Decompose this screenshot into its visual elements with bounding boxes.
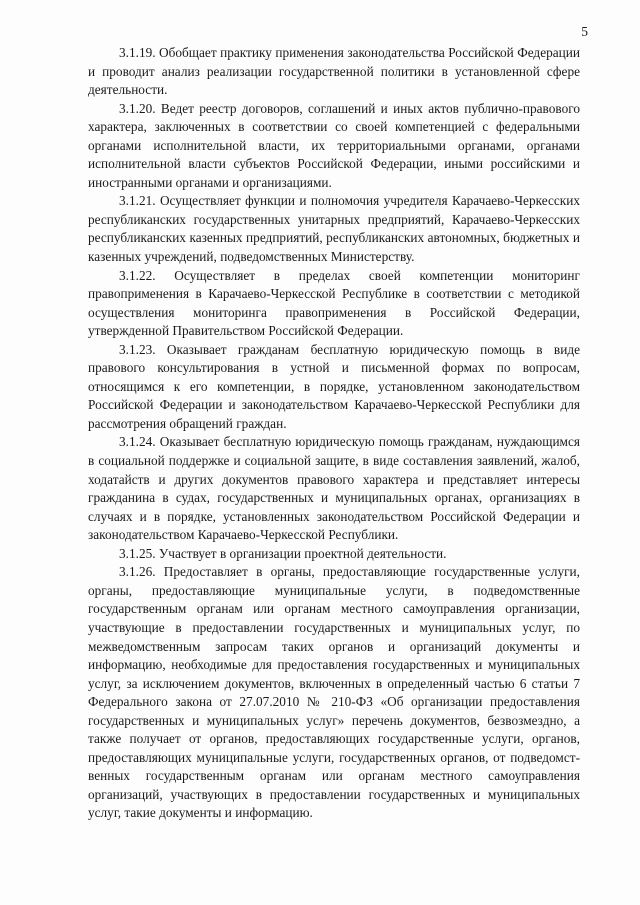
page-number: 5 <box>581 24 588 39</box>
document-body <box>88 44 580 823</box>
paragraph-3-1-23: 3.1.23. Оказывает гражданам бесплатную юридическую помощь в виде правового консультирования в устной и письменной формах по вопросам, относящимся к его компетенции, в порядке, установленном законодательством Российской Федерации и законодательством Карачаево-Черкесской Республики для рассмотрения обращений граждан. <box>88 341 580 431</box>
paragraph-3-1-24: 3.1.24. Оказывает бесплатную юридическую помощь гражданам, нуждающимся в социальной поддержке и социальной защите, в виде составления заявлений, жалоб, ходатайств и других документов правового характера и представляет интересы гражданина в судах, государственных и муниципальных органах, организациях в случаях и в порядке, установленных законодательством Российской Федерации и законодательством Карачаево-Черкесской Республики. <box>88 434 580 543</box>
paragraph-3-1-21: 3.1.21. Осуществляет функции и полномочия учредителя Карачаево-Черкесских республиканских государственных унитарных предприятий, Карачаево-Черкесских республиканских казенных предприятий, республиканских автономных, бюджетных и казенных учреждений, подведомственных Министерству. <box>88 193 580 265</box>
paragraph-3-1-20: 3.1.20. Ведет реестр договоров, соглашений и иных актов публично-правового характера, заключенных в соответствии со своей компетенцией с федеральными органами исполнительной власти, их территориальными органами, органами исполнительной власти субъектов Российской Федерации, иными российскими и иностранными органами и организациями. <box>88 100 580 190</box>
paragraph-3-1-26: 3.1.26. Предоставляет в органы, предоставляющие государственные услуги, органы, предоставляющие муниципальные услуги, в подведомственные государственным органам или органам местного самоуправления организации, участвующие в предоставлении государственных и муниципальных услуг, по межведомственным запросам таких органов и организаций документы и информацию, необходимые для предоставления государственных и муниципальных услуг, за исключением документов, включенных в определенный частью 6 статьи 7 Федерального закона от 27.07.2010 № 210-ФЗ «Об организации предоставления государственных и муниципальных услуг» перечень документов, безвозмездно, а также получает от органов, предоставляющих государственные услуги, органов, предоставляющих муниципальные услуги, государственных органов, от подведомственных государственным органам или органам местного самоуправления организаций, участвующих в предоставлении государственных и муниципальных услуг, такие документы и информацию. <box>88 564 580 821</box>
paragraph-3-1-19: 3.1.19. Обобщает практику применения законодательства Российской Федерации и проводит анализ реализации государственной политики в установленной сфере деятельности. <box>88 45 580 98</box>
paragraph-3-1-22: 3.1.22. Осуществляет в пределах своей компетенции мониторинг правоприменения в Карачаево-Черкесской Республике в соответствии с методикой осуществления мониторинга правоприменения в Российской Федерации, утвержденной Правительством Российской Федерации. <box>88 267 580 339</box>
paragraph-3-1-25: 3.1.25. Участвует в организации проектной деятельности. <box>119 545 447 561</box>
